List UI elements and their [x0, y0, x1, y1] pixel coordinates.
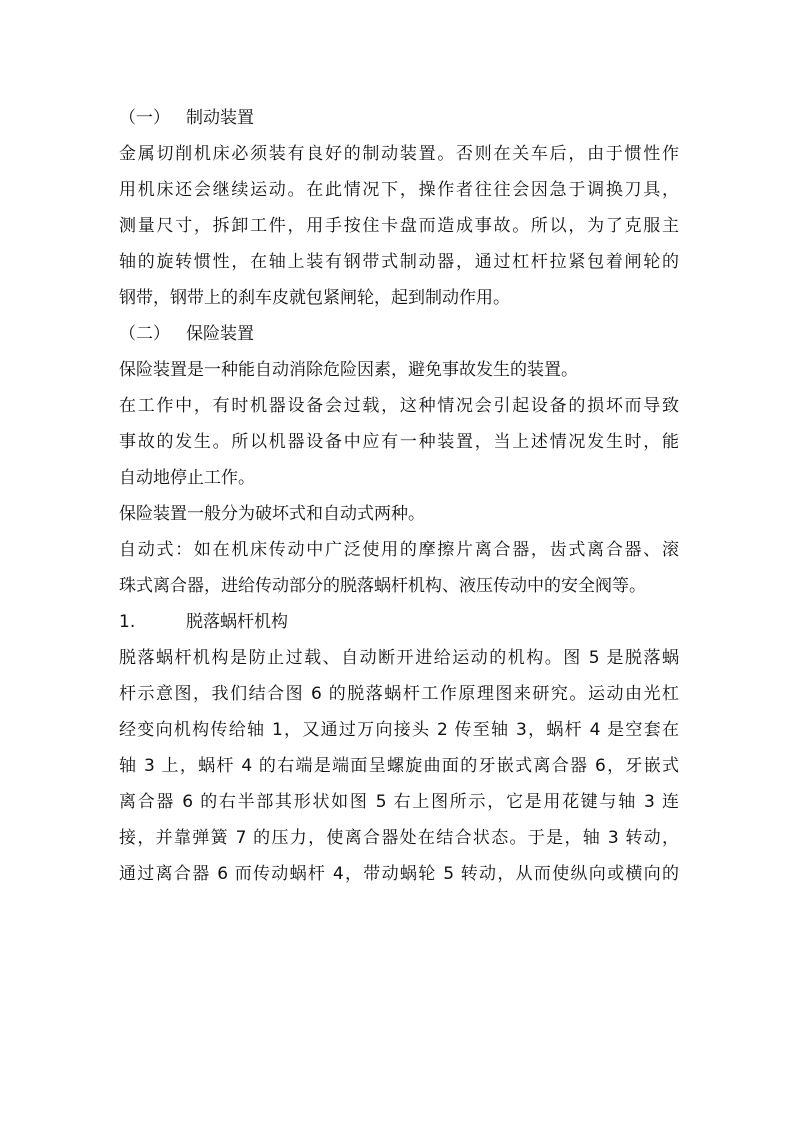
paragraph-line: 用机床还会继续运动。在此情况下，操作者往往会因急于调换刀具， [119, 180, 679, 200]
subsection-heading-worm [119, 604, 679, 640]
section-title: 制动装置 [186, 108, 254, 128]
section-title: 保险装置 [186, 324, 254, 344]
paragraph-line: 接，并靠弹簧 7 的压力，使离合器处在结合状态。于是，轴 3 转动， [119, 828, 679, 848]
paragraph-line: 轴的旋转惯性，在轴上装有钢带式制动器，通过杠杆拉紧包着闸轮的 [119, 252, 679, 272]
paragraph-line: 通过离合器 6 而传动蜗杆 4，带动蜗轮 5 转动，从而使纵向或横向的 [119, 864, 679, 884]
subsection-title: 脱落蜗杆机构 [186, 612, 288, 632]
paragraph-line: 杆示意图，我们结合图 6 的脱落蜗杆工作原理图来研究。运动由光杠 [119, 684, 679, 704]
paragraph-line: 经变向机构传给轴 1，又通过万向接头 2 传至轴 3，蜗杆 4 是空套在 [119, 720, 679, 740]
paragraph-line: 脱落蜗杆机构是防止过载、自动断开进给运动的机构。图 5 是脱落蜗 [119, 648, 679, 668]
paragraph-line: 珠式离合器，进给传动部分的脱落蜗杆机构、液压传动中的安全阀等。 [119, 576, 646, 596]
paragraph-line: 金属切削机床必须装有良好的制动装置。否则在关车后，由于惯性作 [119, 144, 679, 164]
section-number: （二） [119, 324, 170, 344]
section-number: （一） [119, 108, 170, 128]
section-heading-safety [119, 316, 679, 352]
paragraph-line: 保险装置是一种能自动消除危险因素，避免事故发生的装置。 [119, 360, 578, 380]
paragraph-line: 自动地停止工作。 [119, 468, 255, 488]
document-page [119, 100, 679, 892]
paragraph-line: 钢带，钢带上的刹车皮就包紧闸轮，起到制动作用。 [119, 288, 510, 308]
section-heading-braking [119, 100, 679, 136]
subsection-number: 1. [119, 612, 136, 632]
paragraph-line: 自动式：如在机床传动中广泛使用的摩擦片离合器，齿式离合器、滚 [119, 540, 679, 560]
paragraph-line: 测量尺寸，拆卸工件，用手按住卡盘而造成事故。所以，为了克服主 [119, 216, 679, 236]
paragraph-line: 离合器 6 的右半部其形状如图 5 右上图所示，它是用花键与轴 3 连 [119, 792, 679, 812]
paragraph-line: 在工作中，有时机器设备会过载，这种情况会引起设备的损坏而导致 [119, 396, 679, 416]
paragraph-line: 事故的发生。所以机器设备中应有一种装置，当上述情况发生时，能 [119, 432, 679, 452]
paragraph-line: 保险装置一般分为破坏式和自动式两种。 [119, 504, 425, 524]
paragraph-line: 轴 3 上，蜗杆 4 的右端是端面呈螺旋曲面的牙嵌式离合器 6，牙嵌式 [119, 756, 679, 776]
